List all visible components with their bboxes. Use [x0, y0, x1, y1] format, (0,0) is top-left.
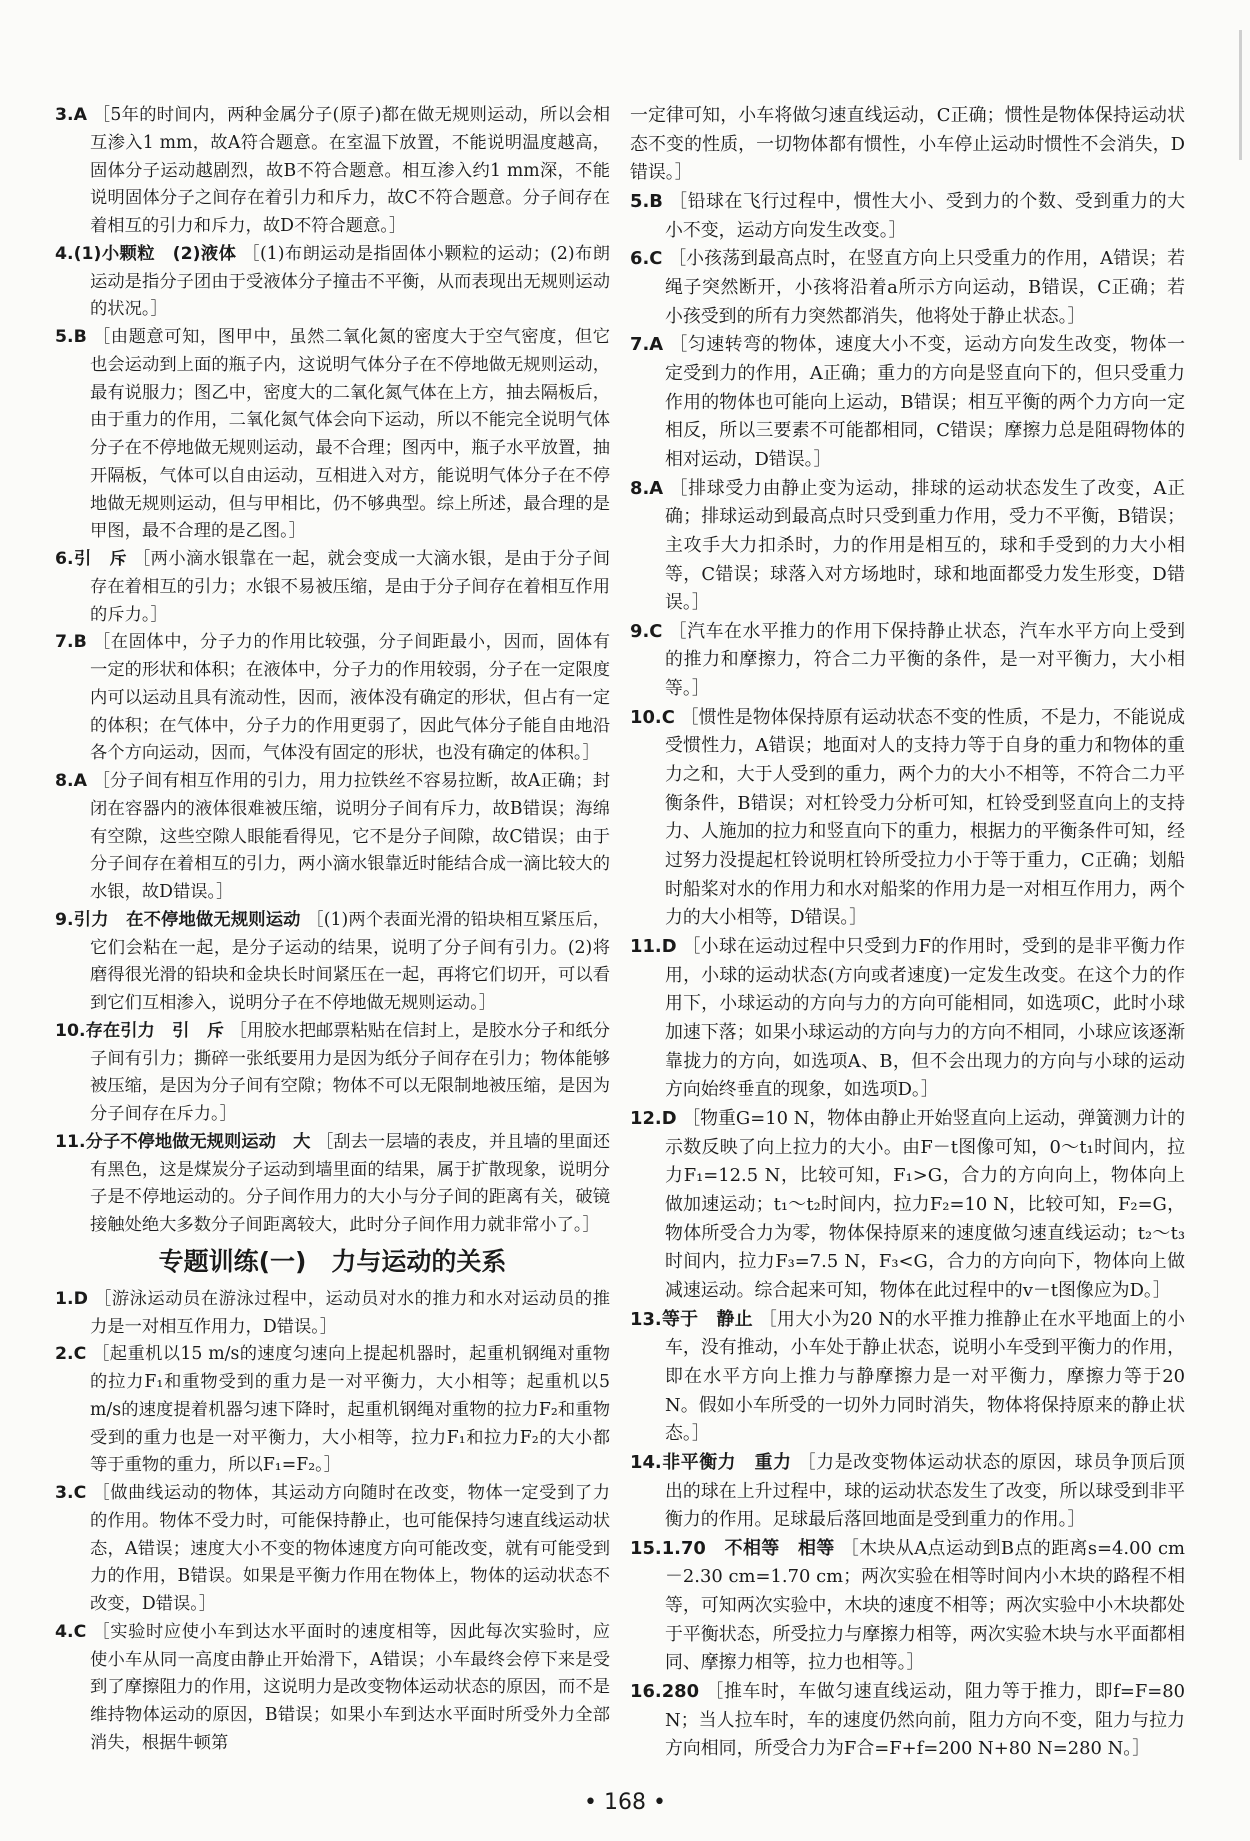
- answer-item: [55, 1129, 610, 1240]
- answer-key: A: [73, 105, 87, 125]
- answer-key: C: [73, 1483, 87, 1503]
- answer-item: [55, 546, 610, 629]
- answer-key: 1.70 不相等 相等: [661, 1537, 835, 1559]
- answer-key: D: [661, 936, 677, 958]
- explanation-text: ［小孩荡到最高点时，在竖直方向上只受重力的作用，A错误；若绳子突然断开，小孩将沿着a所示方向运动，B错误，C正确；若小孩受到的所有力突然都消失，他将处于静止状态。］: [665, 248, 1186, 327]
- answer-item: [55, 241, 610, 324]
- question-number: 6.: [55, 549, 74, 569]
- explanation-text: ［力是改变物体运动状态的原因，球员争顶后顶出的球在上升过程中，球的运动状态发生了改变，所以球受到非平衡力的作用。足球最后落回地面是受到重力的作用。］: [665, 1451, 1185, 1531]
- answer-item: [55, 629, 610, 768]
- answer-item: [630, 704, 1185, 933]
- answer-key: C: [649, 248, 663, 270]
- question-number: 1.: [55, 1288, 74, 1309]
- explanation-text: ［实验时应使小车到达水平面时的速度相等，因此每次实验时，应使小车从同一高度由静止开始滑下，A错误；小车最终会停下来是受到了摩擦阻力的作用，这说明力是改变物体运动状态的原因，而不是维持物体运动的原因，B错误；如果小车到达水平面时所受外力全部消失，根据牛顿第: [90, 1621, 610, 1753]
- question-number: 9.: [630, 620, 650, 642]
- answer-key: B: [73, 327, 87, 347]
- question-number: 6.: [630, 248, 650, 270]
- explanation-text: ［小球在运动过程中只受到力F的作用时，受到的是非平衡力作用，小球的运动状态(方向或者速度)一定发生改变。在这个力的作用下，小球运动的方向与力的方向可能相同，如选项C，此时小球加速下落；如果小球运动的方向与力的方向不相同，小球应该逐渐靠拢力的方向，如选项A、B，但不会出现力的方向与小球的运动方向始终垂直的现象，如选项D。］: [665, 936, 1185, 1101]
- question-number: 10.: [55, 1020, 86, 1041]
- explanation-text: ［铅球在飞行过程中，惯性大小、受到力的个数、受到重力的大小不变，运动方向发生改变。］: [665, 190, 1185, 241]
- answer-item: [630, 1678, 1185, 1764]
- answer-key: 引力 在不停地做无规则运动: [73, 909, 301, 930]
- answer-key: C: [73, 1621, 87, 1642]
- explanation-text: ［分子间有相互作用的引力，用力拉铁丝不容易拉断，故A正确；封闭在容器内的液体很难被压缩，说明分子间有斥力，故B错误；海绵有空隙，这些空隙人眼能看得见，它不是分子间隙，故C错误；由于分子间存在着相互的引力，两小滴水银靠近时能结合成一滴比较大的水银，故D错误。］: [90, 771, 610, 902]
- explanation-text: ［(1)布朗运动是指固体小颗粒的运动；(2)布朗运动是指分子团由于受液体分子撞击不平衡，从而表现出无规则运动的状况。］: [90, 243, 610, 320]
- explanation-text: ［起重机以15 m/s的速度匀速向上提起机器时，起重机钢绳对重物的拉力F₁和重物受到的重力是一对平衡力，大小相等；起重机以5 m/s的速度提着机器匀速下降时，起重机钢绳对重物的拉力F₂和重物受到的重力也是一对平衡力，大小相等，拉力F₁和拉力F₂的大小都等于重物的重力，所以F₁=F₂。］: [90, 1344, 611, 1476]
- question-number: 8.: [630, 477, 650, 499]
- answer-item: [630, 1105, 1185, 1306]
- question-number: 3.: [55, 105, 74, 125]
- question-number: 16.: [630, 1681, 662, 1703]
- answer-item: [630, 1306, 1185, 1449]
- explanation-text: 一定律可知，小车将做匀速直线运动，C正确；惯性是物体保持运动状态不变的性质，一切物体都有惯性，小车停止运动时惯性不会消失，D错误。］: [630, 105, 1185, 184]
- explanation-text: ［(1)两个表面光滑的铅块相互紧压后，它们会粘在一起，是分子运动的结果，说明了分子间有引力。(2)将磨得很光滑的铅块和金块长时间紧压在一起，再将它们切开，可以看到它们互相渗入，说明分子在不停地做无规则运动。］: [90, 909, 610, 1013]
- answer-key: B: [649, 190, 663, 212]
- left-column: [55, 102, 610, 1758]
- question-number: 4.: [55, 1621, 74, 1642]
- explanation-text: ［由题意可知，图甲中，虽然二氧化氮的密度大于空气密度，但它也会运动到上面的瓶子内，这说明气体分子在不停地做无规则运动，最有说服力；图乙中，密度大的二氧化氮气体在上方，抽去隔板后，由于重力的作用，二氧化氮气体会向下运动，所以不能完全说明气体分子在不停地做无规则运动，最不合理；图丙中，瓶子水平放置，抽开隔板，气体可以自由运动，互相进入对方，能说明气体分子在不停地做无规则运动，但与甲相比，仍不够典型。综上所述，最合理的是甲图，最不合理的是乙图。］: [90, 327, 610, 542]
- question-number: 14.: [630, 1451, 662, 1473]
- question-number: 4.: [55, 243, 74, 264]
- answer-key: A: [73, 771, 87, 791]
- answer-key: 存在引力 引 斥: [85, 1020, 224, 1041]
- explanation-text: ［汽车在水平推力的作用下保持静止状态，汽车水平方向上受到的推力和摩擦力，符合二力平衡的条件，是一对平衡力，大小相等。］: [665, 620, 1185, 700]
- explanation-text: ［在固体中，分子力的作用比较强，分子间距最小，因而，固体有一定的形状和体积；在液体中，分子力的作用较弱，分子在一定限度内可以运动且具有流动性，因而，液体没有确定的形状，但占有一定的体积；在气体中，分子力的作用更弱了，因此气体分子能自由地沿各个方向运动，因而，气体没有固定的形状，也没有确定的体积。］: [90, 632, 610, 764]
- answer-item: [630, 1449, 1185, 1535]
- question-number: 15.: [630, 1537, 662, 1559]
- answer-item: [55, 1619, 610, 1758]
- answer-key: A: [649, 477, 664, 499]
- explanation-text: ［惯性是物体保持原有运动状态不变的性质，不是力，不能说成受惯性力，A错误；地面对人的支持力等于自身的重力和物体的重力之和，大于人受到的重力，两个力的大小不相等，不符合二力平衡条件，B错误；对杠铃受力分析可知，杠铃受到竖直向上的支持力、人施加的拉力和竖直向下的重力，根据力的平衡条件可知，经过努力没提起杠铃说明杠铃所受拉力小于等于重力，C正确；划船时船桨对水的作用力和水对船桨的作用力是一对相互作用力，两个力的大小相等，D错误。］: [665, 706, 1185, 929]
- question-number: 12.: [630, 1107, 662, 1129]
- answer-key: B: [73, 632, 87, 653]
- answer-item: [55, 1480, 610, 1619]
- answer-item: [55, 907, 610, 1018]
- answer-item: [630, 102, 1185, 188]
- answer-key: 分子不停地做无规则运动 大: [85, 1131, 311, 1152]
- question-number: 8.: [55, 771, 74, 791]
- answer-item: [55, 1341, 610, 1480]
- question-number: 2.: [55, 1344, 74, 1365]
- right-column: [630, 102, 1185, 1764]
- answer-key: C: [73, 1344, 87, 1365]
- explanation-text: ［用胶水把邮票粘贴在信封上，是胶水分子和纸分子间有引力；撕碎一张纸要用力是因为纸分子间存在引力；物体能够被压缩，是因为分子间有空隙；物体不可以无限制地被压缩，是因为分子间存在斥力。］: [90, 1020, 610, 1124]
- explanation-text: ［推车时，车做匀速直线运动，阻力等于推力，即f=F=80 N；当人拉车时，车的速度仍然向前，阻力方向不变，阻力与拉力方向相同，所受合力为F合=F+f=200 N+80 N=280 N。］: [665, 1681, 1185, 1760]
- answer-key: D: [73, 1288, 88, 1309]
- explanation-text: ［用大小为20 N的水平推力推静止在水平地面上的小车，没有推动，小车处于静止状态，说明小车受到平衡力的作用，即在水平方向上推力与静摩擦力是一对平衡力，摩擦力等于20 N。假如小车所受的一切外力同时消失，物体将保持原来的静止状态。］: [665, 1308, 1186, 1445]
- page-edge-shadow: [1239, 30, 1242, 160]
- question-number: 5.: [630, 190, 650, 212]
- answer-item: [630, 331, 1185, 474]
- explanation-text: ［物重G=10 N，物体由静止开始竖直向上运动，弹簧测力计的示数反映了向上拉力的大小。由F－t图像可知，0～t₁时间内，拉力F₁=12.5 N，比较可知，F₁>G，合力的方向向上，物体向上做加速运动；t₁～t₂时间内，拉力F₂=10 N，比较可知，F₂=G，物体所受合力为零，物体保持原来的速度做匀速直线运动；t₂～t₃时间内，拉力F₃=7.5 N，F₃<G，合力的方向向下，物体向上做减速运动。综合起来可知，物体在此过程中的v－t图像应为D。］: [665, 1107, 1186, 1301]
- answer-item: [630, 933, 1185, 1105]
- explanation-text: ［两小滴水银靠在一起，就会变成一大滴水银，是由于分子间存在着相互的引力；水银不易被压缩，是由于分子间存在着相互作用的斥力。］: [90, 549, 610, 625]
- page-number: • 168 •: [584, 1790, 666, 1815]
- answer-item: [630, 618, 1185, 704]
- answer-item: [55, 102, 610, 241]
- answer-key: 280: [661, 1681, 700, 1703]
- section-title: 专题训练(一) 力与运动的关系: [158, 1246, 507, 1276]
- explanation-text: ［做曲线运动的物体，其运动方向随时在改变，物体一定受到了力的作用。物体不受力时，可能保持静止，也可能保持匀速直线运动状态，A错误；速度大小不变的物体速度方向可能改变，就有可能受到力的作用，B错误。如果是平衡力作用在物体上，物体的运动状态不改变，D错误。］: [90, 1483, 610, 1614]
- answer-key: 引 斥: [73, 549, 128, 569]
- answer-item: [630, 475, 1185, 618]
- explanation-text: ［匀速转弯的物体，速度大小不变，运动方向发生改变，物体一定受到力的作用，A正确；重力的方向是竖直向下的，但只受重力作用的物体也可能向上运动，B错误；相互平衡的两个力方向一定相反，所以三要素不可能都相同，C错误；摩擦力总是阻碍物体的相对运动，D错误。］: [665, 334, 1185, 470]
- question-number: 13.: [630, 1308, 662, 1330]
- explanation-text: ［木块从A点运动到B点的距离s=4.00 cm－2.30 cm=1.70 cm；两次实验在相等时间内小木块的路程不相等，可知两次实验中，木块的速度不相等；两次实验中小木块都处于平衡状态，所受拉力与摩擦力相等，两次实验木块与水平面都相同、摩擦力相等，拉力也相等。］: [665, 1537, 1185, 1674]
- question-number: 3.: [55, 1483, 74, 1503]
- answer-item: [630, 245, 1185, 331]
- answer-key: 等于 静止: [661, 1308, 753, 1330]
- question-number: 7.: [55, 632, 74, 653]
- answer-key: A: [649, 334, 664, 356]
- answer-item: [55, 768, 610, 907]
- answer-item: [55, 1286, 610, 1342]
- explanation-text: ［排球受力由静止变为运动，排球的运动状态发生了改变，A正确；排球运动到最高点时只受到重力作用，受力不平衡，B错误；主攻手大力扣杀时，力的作用是相互的，球和手受到的力大小相等，C错误；球落入对方场地时，球和地面都受力发生形变，D错误。］: [665, 477, 1186, 614]
- answer-item: [630, 188, 1185, 245]
- explanation-text: ［游泳运动员在游泳过程中，运动员对水的推力和水对运动员的推力是一对相互作用力，D错误。］: [90, 1288, 610, 1337]
- explanation-text: ［5年的时间内，两种金属分子(原子)都在做无规则运动，所以会相互渗入1 mm，故A符合题意。在室温下放置，不能说明温度越高，固体分子运动越剧烈，故B不符合题意。相互渗入约1 mm深，不能说明固体分子之间存在着引力和斥力，故C不符合题意。分子间存在着相互的引力和斥力，故D不符合题意。］: [90, 105, 610, 236]
- question-number: 11.: [55, 1131, 86, 1152]
- question-number: 7.: [630, 334, 650, 356]
- explanation-text: ［刮去一层墙的表皮，并且墙的里面还有黑色，这是煤炭分子运动到墙里面的结果，属于扩散现象，说明分子是不停地运动的。分子间作用力的大小与分子间的距离有关，破镜接触处绝大多数分子间距离较大，此时分子间作用力就非常小了。］: [90, 1131, 610, 1235]
- question-number: 5.: [55, 327, 74, 347]
- answer-item: [55, 324, 610, 546]
- answer-item: [55, 1018, 610, 1129]
- answer-key: C: [661, 706, 675, 728]
- answer-key: C: [649, 620, 663, 642]
- question-number: 11.: [630, 936, 662, 958]
- answer-key: D: [661, 1107, 677, 1129]
- question-number: 9.: [55, 909, 74, 930]
- answer-key: 非平衡力 重力: [661, 1451, 792, 1473]
- answer-key: (1)小颗粒 (2)液体: [73, 243, 237, 264]
- answer-item: [630, 1535, 1185, 1678]
- question-number: 10.: [630, 706, 662, 728]
